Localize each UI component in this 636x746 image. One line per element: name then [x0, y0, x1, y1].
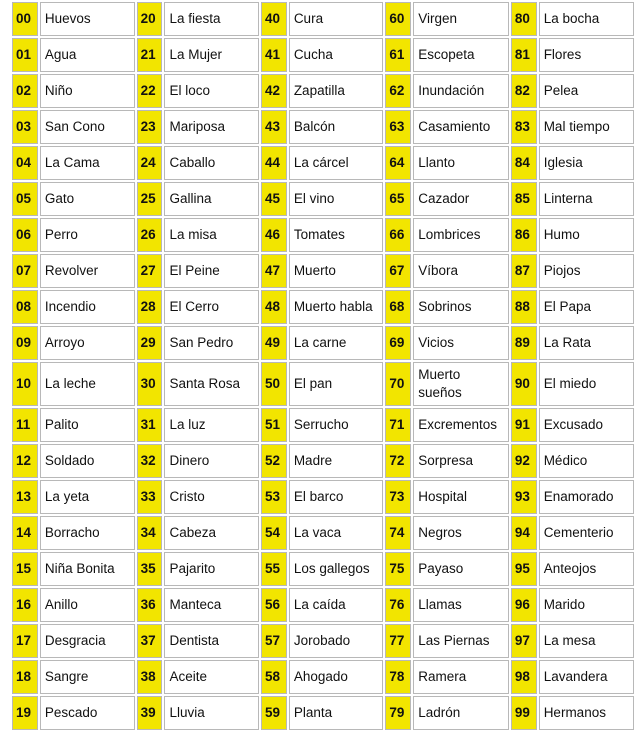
meaning-cell: El vino — [289, 182, 384, 216]
meaning-cell: La caída — [289, 588, 384, 622]
number-cell: 78 — [385, 660, 411, 694]
meaning-cell: Mariposa — [164, 110, 259, 144]
table-row — [12, 696, 634, 730]
meaning-cell: Balcón — [289, 110, 384, 144]
number-cell: 05 — [12, 182, 38, 216]
number-cell: 60 — [385, 2, 411, 36]
number-cell: 21 — [137, 38, 163, 72]
meaning-cell: La Mujer — [164, 38, 259, 72]
number-cell: 80 — [511, 2, 537, 36]
number-cell: 06 — [12, 218, 38, 252]
number-cell: 04 — [12, 146, 38, 180]
meaning-cell: El barco — [289, 480, 384, 514]
table-row — [12, 326, 634, 360]
meaning-cell: Dinero — [164, 444, 259, 478]
number-cell: 35 — [137, 552, 163, 586]
number-cell: 23 — [137, 110, 163, 144]
table-row — [12, 480, 634, 514]
number-cell: 50 — [261, 362, 287, 406]
number-cell: 96 — [511, 588, 537, 622]
number-cell: 15 — [12, 552, 38, 586]
number-cell: 14 — [12, 516, 38, 550]
meaning-cell: Cementerio — [539, 516, 634, 550]
number-cell: 63 — [385, 110, 411, 144]
meaning-cell: El loco — [164, 74, 259, 108]
meaning-cell: Hermanos — [539, 696, 634, 730]
meaning-cell: Llanto — [413, 146, 509, 180]
meaning-cell: La luz — [164, 408, 259, 442]
number-cell: 66 — [385, 218, 411, 252]
number-cell: 48 — [261, 290, 287, 324]
number-cell: 07 — [12, 254, 38, 288]
table-row — [12, 182, 634, 216]
meaning-cell: Aceite — [164, 660, 259, 694]
number-cell: 24 — [137, 146, 163, 180]
table-row — [12, 408, 634, 442]
number-cell: 86 — [511, 218, 537, 252]
number-cell: 74 — [385, 516, 411, 550]
meaning-cell: La yeta — [40, 480, 135, 514]
number-cell: 59 — [261, 696, 287, 730]
number-cell: 70 — [385, 362, 411, 406]
number-cell: 38 — [137, 660, 163, 694]
number-cell: 12 — [12, 444, 38, 478]
number-cell: 11 — [12, 408, 38, 442]
number-cell: 87 — [511, 254, 537, 288]
meaning-cell: Médico — [539, 444, 634, 478]
number-cell: 02 — [12, 74, 38, 108]
table-row — [12, 362, 634, 406]
number-cell: 82 — [511, 74, 537, 108]
table-row — [12, 110, 634, 144]
number-cell: 77 — [385, 624, 411, 658]
meaning-cell: Zapatilla — [289, 74, 384, 108]
number-cell: 83 — [511, 110, 537, 144]
number-cell: 57 — [261, 624, 287, 658]
number-cell: 34 — [137, 516, 163, 550]
number-cell: 81 — [511, 38, 537, 72]
table-row — [12, 74, 634, 108]
number-cell: 40 — [261, 2, 287, 36]
table-row — [12, 290, 634, 324]
meaning-cell: Gato — [40, 182, 135, 216]
number-cell: 03 — [12, 110, 38, 144]
meaning-cell: Ladrón — [413, 696, 509, 730]
meaning-cell: Jorobado — [289, 624, 384, 658]
quiniela-sheet — [10, 0, 636, 732]
table-row — [12, 218, 634, 252]
number-cell: 67 — [385, 254, 411, 288]
number-cell: 30 — [137, 362, 163, 406]
meaning-cell: Vicios — [413, 326, 509, 360]
number-cell: 62 — [385, 74, 411, 108]
table-row — [12, 444, 634, 478]
meaning-cell: Perro — [40, 218, 135, 252]
meaning-cell: Ahogado — [289, 660, 384, 694]
meaning-cell: Hospital — [413, 480, 509, 514]
meaning-cell: Soldado — [40, 444, 135, 478]
meaning-cell: Sorpresa — [413, 444, 509, 478]
meaning-cell: Virgen — [413, 2, 509, 36]
meaning-cell: Cabeza — [164, 516, 259, 550]
meaning-cell: Negros — [413, 516, 509, 550]
number-cell: 75 — [385, 552, 411, 586]
number-cell: 09 — [12, 326, 38, 360]
number-cell: 41 — [261, 38, 287, 72]
meaning-cell: Flores — [539, 38, 634, 72]
number-cell: 95 — [511, 552, 537, 586]
number-cell: 54 — [261, 516, 287, 550]
meaning-cell: Lombrices — [413, 218, 509, 252]
number-cell: 08 — [12, 290, 38, 324]
meaning-cell: Casamiento — [413, 110, 509, 144]
number-cell: 33 — [137, 480, 163, 514]
number-cell: 71 — [385, 408, 411, 442]
table-row — [12, 2, 634, 36]
meaning-cell: Escopeta — [413, 38, 509, 72]
number-cell: 68 — [385, 290, 411, 324]
meaning-cell: Marido — [539, 588, 634, 622]
number-cell: 10 — [12, 362, 38, 406]
meaning-cell: Cazador — [413, 182, 509, 216]
meaning-cell: El Cerro — [164, 290, 259, 324]
meaning-cell: La mesa — [539, 624, 634, 658]
number-cell: 52 — [261, 444, 287, 478]
number-cell: 89 — [511, 326, 537, 360]
meaning-cell: Ramera — [413, 660, 509, 694]
meaning-cell: La carne — [289, 326, 384, 360]
quiniela-table — [10, 0, 636, 732]
number-cell: 92 — [511, 444, 537, 478]
number-cell: 00 — [12, 2, 38, 36]
meaning-cell: Cristo — [164, 480, 259, 514]
meaning-cell: Los gallegos — [289, 552, 384, 586]
meaning-cell: Manteca — [164, 588, 259, 622]
meaning-cell: Cucha — [289, 38, 384, 72]
number-cell: 44 — [261, 146, 287, 180]
number-cell: 85 — [511, 182, 537, 216]
meaning-cell: Desgracia — [40, 624, 135, 658]
meaning-cell: Tomates — [289, 218, 384, 252]
number-cell: 36 — [137, 588, 163, 622]
meaning-cell: El Papa — [539, 290, 634, 324]
meaning-cell: Lavandera — [539, 660, 634, 694]
number-cell: 69 — [385, 326, 411, 360]
table-row — [12, 660, 634, 694]
table-row — [12, 146, 634, 180]
meaning-cell: Linterna — [539, 182, 634, 216]
number-cell: 01 — [12, 38, 38, 72]
meaning-cell: La vaca — [289, 516, 384, 550]
number-cell: 73 — [385, 480, 411, 514]
meaning-cell: Payaso — [413, 552, 509, 586]
number-cell: 88 — [511, 290, 537, 324]
meaning-cell: Las Piernas — [413, 624, 509, 658]
meaning-cell: Enamorado — [539, 480, 634, 514]
meaning-cell: Pelea — [539, 74, 634, 108]
number-cell: 99 — [511, 696, 537, 730]
number-cell: 18 — [12, 660, 38, 694]
table-row — [12, 552, 634, 586]
meaning-cell: Muerto — [289, 254, 384, 288]
meaning-cell: Niño — [40, 74, 135, 108]
number-cell: 56 — [261, 588, 287, 622]
number-cell: 29 — [137, 326, 163, 360]
meaning-cell: La Cama — [40, 146, 135, 180]
number-cell: 53 — [261, 480, 287, 514]
meaning-cell: Borracho — [40, 516, 135, 550]
meaning-cell: Excrementos — [413, 408, 509, 442]
meaning-cell: Humo — [539, 218, 634, 252]
number-cell: 91 — [511, 408, 537, 442]
number-cell: 26 — [137, 218, 163, 252]
number-cell: 42 — [261, 74, 287, 108]
number-cell: 31 — [137, 408, 163, 442]
meaning-cell: San Cono — [40, 110, 135, 144]
meaning-cell: Madre — [289, 444, 384, 478]
number-cell: 32 — [137, 444, 163, 478]
meaning-cell: Anillo — [40, 588, 135, 622]
meaning-cell: Serrucho — [289, 408, 384, 442]
meaning-cell: Cura — [289, 2, 384, 36]
table-row — [12, 516, 634, 550]
meaning-cell: Llamas — [413, 588, 509, 622]
meaning-cell: Caballo — [164, 146, 259, 180]
number-cell: 61 — [385, 38, 411, 72]
number-cell: 55 — [261, 552, 287, 586]
meaning-cell: La bocha — [539, 2, 634, 36]
number-cell: 28 — [137, 290, 163, 324]
meaning-cell: Víbora — [413, 254, 509, 288]
meaning-cell: Arroyo — [40, 326, 135, 360]
number-cell: 17 — [12, 624, 38, 658]
meaning-cell: Sobrinos — [413, 290, 509, 324]
meaning-cell: Planta — [289, 696, 384, 730]
meaning-cell: Incendio — [40, 290, 135, 324]
meaning-cell: Inundación — [413, 74, 509, 108]
number-cell: 58 — [261, 660, 287, 694]
meaning-cell: Anteojos — [539, 552, 634, 586]
meaning-cell: La misa — [164, 218, 259, 252]
number-cell: 84 — [511, 146, 537, 180]
number-cell: 47 — [261, 254, 287, 288]
table-row — [12, 588, 634, 622]
number-cell: 22 — [137, 74, 163, 108]
meaning-cell: Agua — [40, 38, 135, 72]
meaning-cell: Pescado — [40, 696, 135, 730]
quiniela-table-body — [12, 2, 634, 730]
meaning-cell: Piojos — [539, 254, 634, 288]
meaning-cell: El miedo — [539, 362, 634, 406]
number-cell: 97 — [511, 624, 537, 658]
table-row — [12, 624, 634, 658]
number-cell: 27 — [137, 254, 163, 288]
meaning-cell: Huevos — [40, 2, 135, 36]
meaning-cell: Palito — [40, 408, 135, 442]
number-cell: 93 — [511, 480, 537, 514]
meaning-cell: Mal tiempo — [539, 110, 634, 144]
meaning-cell: Dentista — [164, 624, 259, 658]
number-cell: 46 — [261, 218, 287, 252]
meaning-cell: El Peine — [164, 254, 259, 288]
meaning-cell: Excusado — [539, 408, 634, 442]
number-cell: 94 — [511, 516, 537, 550]
meaning-cell: Muerto sueños — [413, 362, 509, 406]
number-cell: 20 — [137, 2, 163, 36]
meaning-cell: Santa Rosa — [164, 362, 259, 406]
number-cell: 90 — [511, 362, 537, 406]
number-cell: 25 — [137, 182, 163, 216]
meaning-cell: Niña Bonita — [40, 552, 135, 586]
number-cell: 51 — [261, 408, 287, 442]
meaning-cell: San Pedro — [164, 326, 259, 360]
meaning-cell: La Rata — [539, 326, 634, 360]
number-cell: 76 — [385, 588, 411, 622]
meaning-cell: Iglesia — [539, 146, 634, 180]
number-cell: 72 — [385, 444, 411, 478]
number-cell: 39 — [137, 696, 163, 730]
meaning-cell: La fiesta — [164, 2, 259, 36]
number-cell: 64 — [385, 146, 411, 180]
number-cell: 43 — [261, 110, 287, 144]
meaning-cell: El pan — [289, 362, 384, 406]
number-cell: 79 — [385, 696, 411, 730]
meaning-cell: La cárcel — [289, 146, 384, 180]
meaning-cell: La leche — [40, 362, 135, 406]
number-cell: 49 — [261, 326, 287, 360]
number-cell: 65 — [385, 182, 411, 216]
meaning-cell: Sangre — [40, 660, 135, 694]
number-cell: 37 — [137, 624, 163, 658]
number-cell: 45 — [261, 182, 287, 216]
table-row — [12, 254, 634, 288]
table-row — [12, 38, 634, 72]
meaning-cell: Pajarito — [164, 552, 259, 586]
number-cell: 19 — [12, 696, 38, 730]
meaning-cell: Revolver — [40, 254, 135, 288]
number-cell: 16 — [12, 588, 38, 622]
number-cell: 98 — [511, 660, 537, 694]
number-cell: 13 — [12, 480, 38, 514]
meaning-cell: Lluvia — [164, 696, 259, 730]
meaning-cell: Muerto habla — [289, 290, 384, 324]
meaning-cell: Gallina — [164, 182, 259, 216]
